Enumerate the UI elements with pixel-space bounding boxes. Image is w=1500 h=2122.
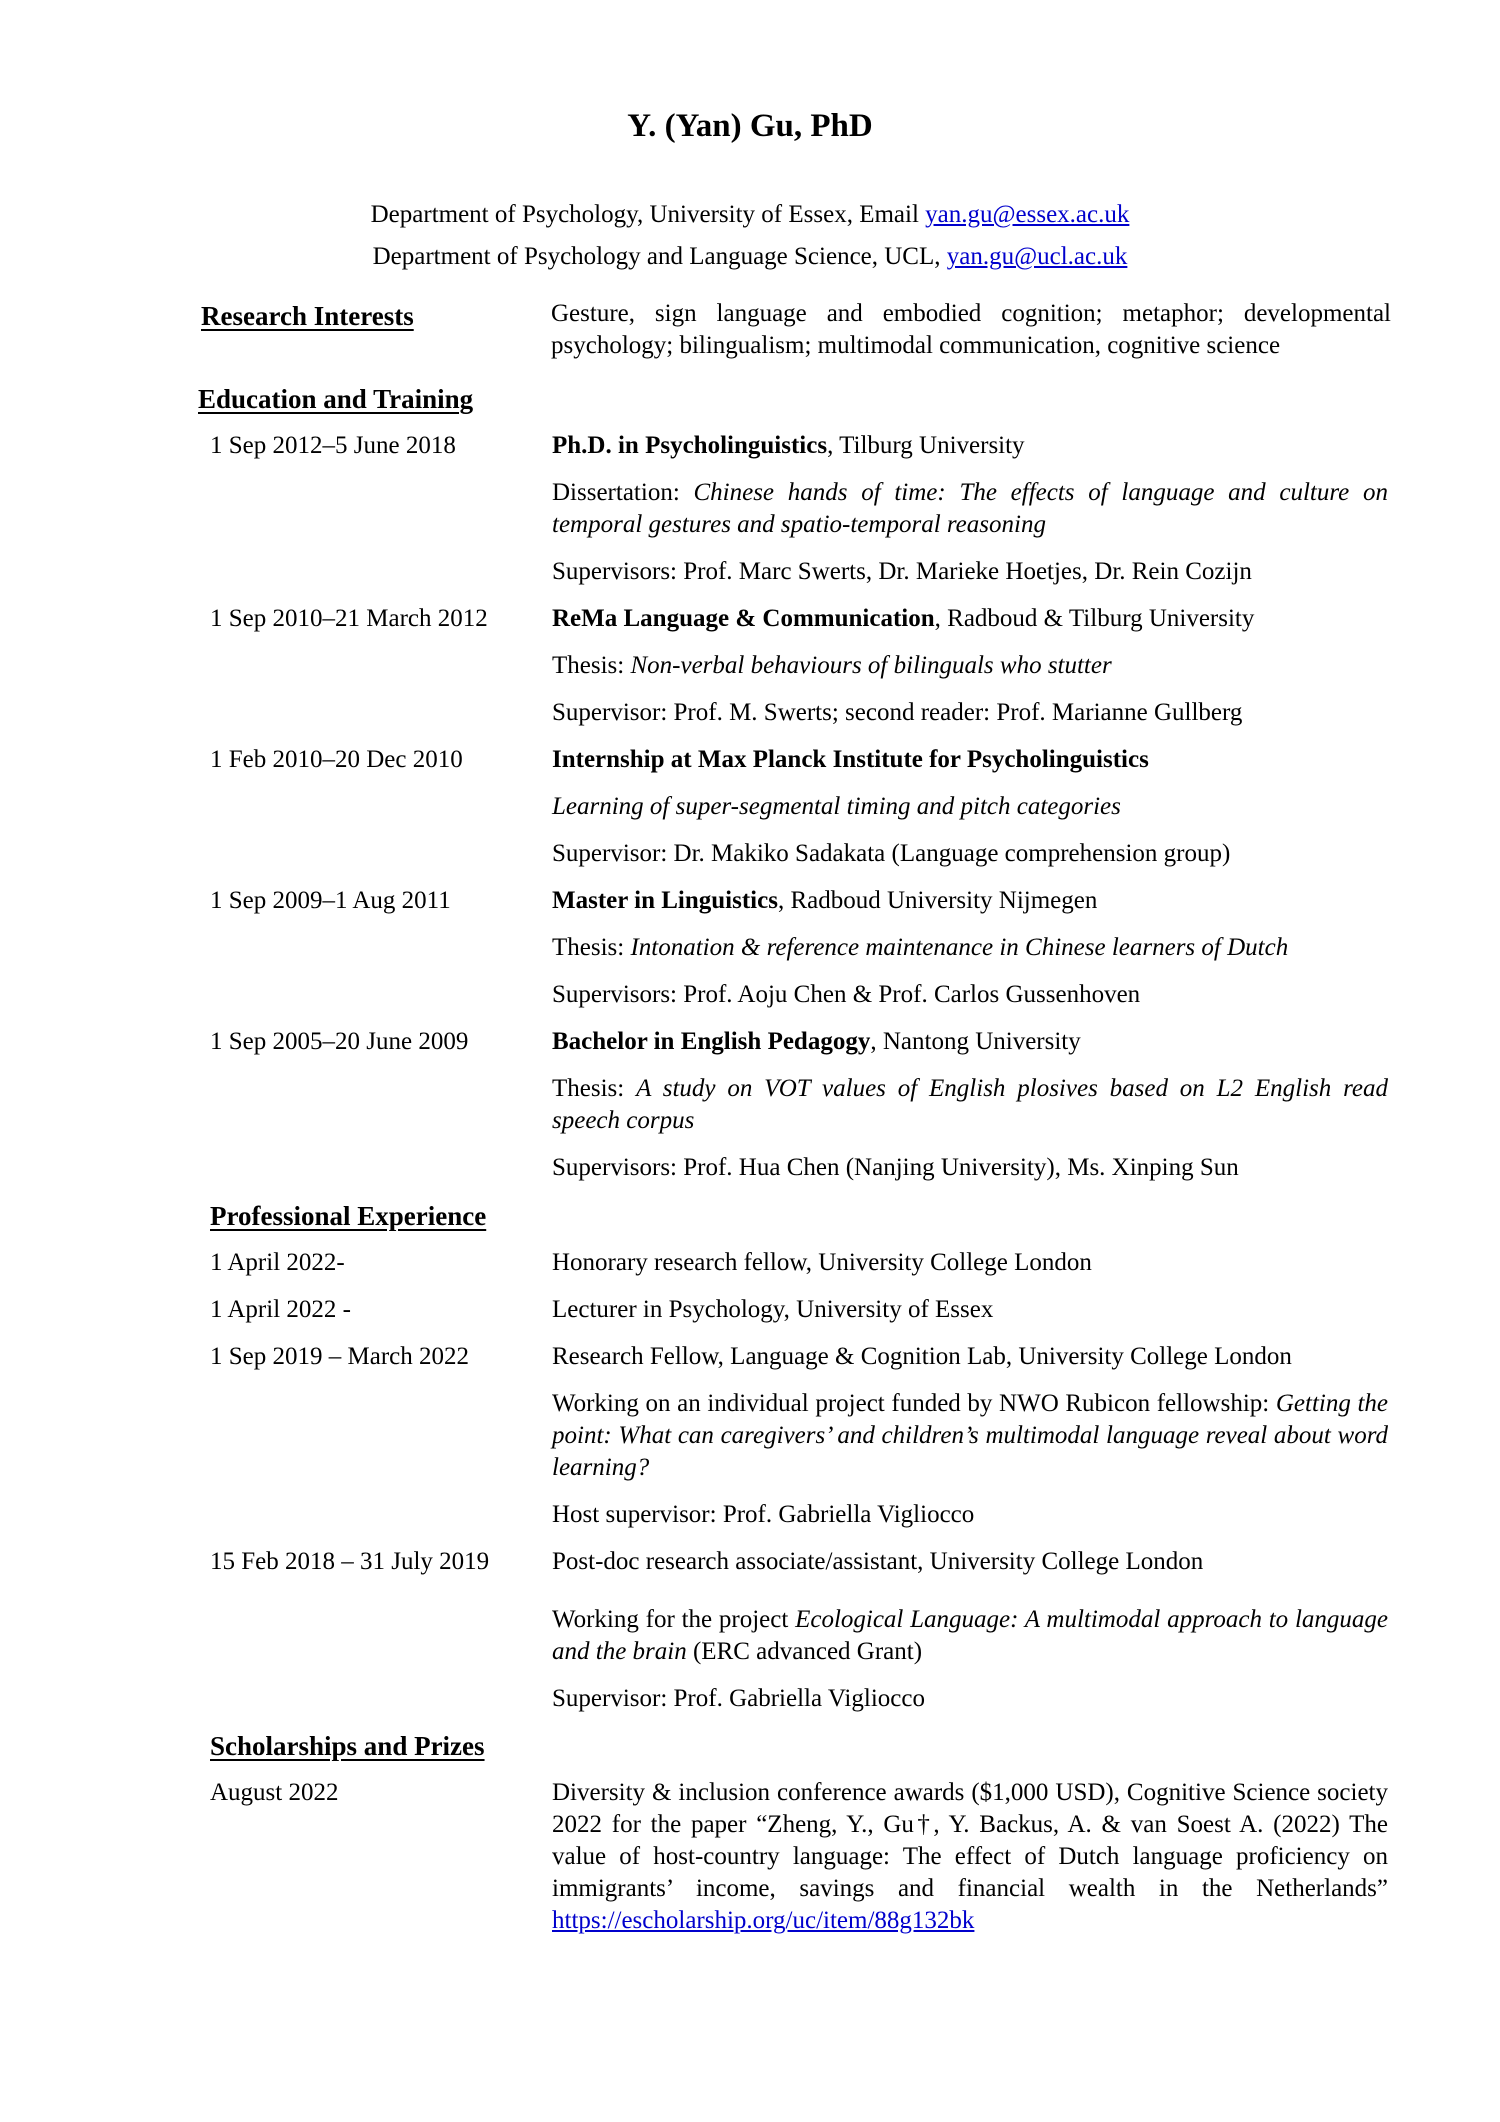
degree-title: Bachelor in English Pedagogy [552, 1028, 871, 1055]
education-thesis [552, 932, 1388, 964]
detail-label: Thesis: [552, 1075, 637, 1102]
experience-role: Research Fellow, Language & Cognition Lab, University College London [552, 1343, 1292, 1370]
education-supervisors: Supervisors: Prof. Hua Chen (Nanjing University), Ms. Xinping Sun [552, 1154, 1239, 1181]
section-heading-scholarships: Scholarships and Prizes [210, 1731, 485, 1761]
institution: , Tilburg University [827, 432, 1025, 459]
affiliation-text: Department of Psychology and Language Science, UCL, [372, 243, 947, 270]
detail-prefix: Working for the project [552, 1606, 796, 1633]
education-date: 1 Sep 2010–21 March 2012 [210, 605, 488, 632]
education-degree [552, 430, 1388, 462]
degree-title: Internship at Max Planck Institute for Psycholinguistics [552, 746, 1149, 773]
research-interests-text: Gesture, sign language and embodied cognition; metaphor; developmental psychology; bilingualism; multimodal communication, cognitive science [551, 300, 1391, 359]
detail-suffix: (ERC advanced Grant) [686, 1638, 923, 1665]
scholarship-description [552, 1777, 1388, 1937]
education-thesis [552, 650, 1388, 682]
degree-title: Ph.D. in Psycholinguistics [552, 432, 828, 459]
education-supervisors: Supervisor: Dr. Makiko Sadakata (Language comprehension group) [552, 840, 1231, 867]
experience-date: 1 April 2022- [210, 1249, 345, 1276]
experience-role: Honorary research fellow, University College London [552, 1249, 1092, 1276]
education-date: 1 Feb 2010–20 Dec 2010 [210, 746, 463, 773]
scholarship-date: August 2022 [210, 1779, 339, 1806]
education-supervisors: Supervisor: Prof. M. Swerts; second reader: Prof. Marianne Gullberg [552, 699, 1243, 726]
experience-role: Post-doc research associate/assistant, University College London [552, 1548, 1204, 1575]
detail-title: Chinese hands of time: The effects of language and culture on temporal gestures and spatio-temporal reasoning [552, 479, 1388, 538]
institution: , Radboud University Nijmegen [777, 887, 1098, 914]
education-supervisors: Supervisors: Prof. Aoju Chen & Prof. Carlos Gussenhoven [552, 981, 1141, 1008]
affiliation-essex [0, 200, 1500, 230]
affiliation-ucl [0, 242, 1500, 272]
detail-title: Intonation & reference maintenance in Chinese learners of Dutch [630, 934, 1289, 961]
section-heading-research-interests: Research Interests [201, 301, 414, 331]
education-degree [552, 1026, 1388, 1058]
section-heading-experience: Professional Experience [210, 1201, 487, 1231]
education-dissertation [552, 477, 1388, 541]
institution: , Radboud & Tilburg University [934, 605, 1255, 632]
cv-name: Y. (Yan) Gu, PhD [627, 108, 873, 144]
scholarship-text: Diversity & inclusion conference awards ($1,000 USD), Cognitive Science society 2022 for the paper “Zheng, Y., Gu†, Y. Backus, A. & van Soest A. (2022) The value of host-country language: The effect of Dutch language proficiency on immigrants’ income, savings and financial wealth in the Netherlands” [552, 1779, 1388, 1902]
degree-title: Master in Linguistics [552, 887, 778, 914]
education-date: 1 Sep 2005–20 June 2009 [210, 1028, 469, 1055]
escholarship-link[interactable]: https://escholarship.org/uc/item/88g132bk [552, 1907, 975, 1934]
institution: , Nantong University [870, 1028, 1081, 1055]
degree-title: ReMa Language & Communication [552, 605, 935, 632]
experience-supervisor: Supervisor: Prof. Gabriella Vigliocco [552, 1685, 925, 1712]
education-thesis [552, 1073, 1388, 1137]
email-link-ucl[interactable]: yan.gu@ucl.ac.uk [946, 243, 1128, 270]
detail-title: A study on VOT values of English plosives based on L2 English read speech corpus [552, 1075, 1389, 1134]
project-title: Getting the point: What can caregivers’ and children’s multimodal language reveal about word learning? [552, 1390, 1388, 1481]
section-heading-education: Education and Training [198, 384, 474, 414]
education-date: 1 Sep 2012–5 June 2018 [210, 432, 456, 459]
education-degree [552, 744, 1388, 776]
experience-role: Lecturer in Psychology, University of Essex [552, 1296, 994, 1323]
detail-title: Non-verbal behaviours of bilinguals who stutter [630, 652, 1112, 679]
education-degree [552, 885, 1388, 917]
experience-date: 1 Sep 2019 – March 2022 [210, 1343, 469, 1370]
detail-label: Thesis: [552, 934, 631, 961]
detail-prefix: Working on an individual project funded by NWO Rubicon fellowship: [552, 1390, 1276, 1417]
email-link-essex[interactable]: yan.gu@essex.ac.uk [925, 201, 1130, 228]
education-degree [552, 603, 1388, 635]
experience-date: 15 Feb 2018 – 31 July 2019 [210, 1548, 490, 1575]
detail-label: Thesis: [552, 652, 631, 679]
experience-detail [552, 1388, 1388, 1484]
education-supervisors: Supervisors: Prof. Marc Swerts, Dr. Marieke Hoetjes, Dr. Rein Cozijn [552, 558, 1252, 585]
affiliation-text: Department of Psychology, University of Essex, Email [370, 201, 926, 228]
experience-date: 1 April 2022 - [210, 1296, 351, 1323]
detail-title: Learning of super-segmental timing and pitch categories [552, 793, 1121, 820]
project-title: Ecological Language: A multimodal approach to language and the brain [552, 1606, 1388, 1665]
experience-detail [552, 1604, 1388, 1668]
education-date: 1 Sep 2009–1 Aug 2011 [210, 887, 451, 914]
experience-supervisor: Host supervisor: Prof. Gabriella Vigliocco [552, 1501, 975, 1528]
detail-label: Dissertation: [552, 479, 694, 506]
education-project [552, 791, 1388, 823]
